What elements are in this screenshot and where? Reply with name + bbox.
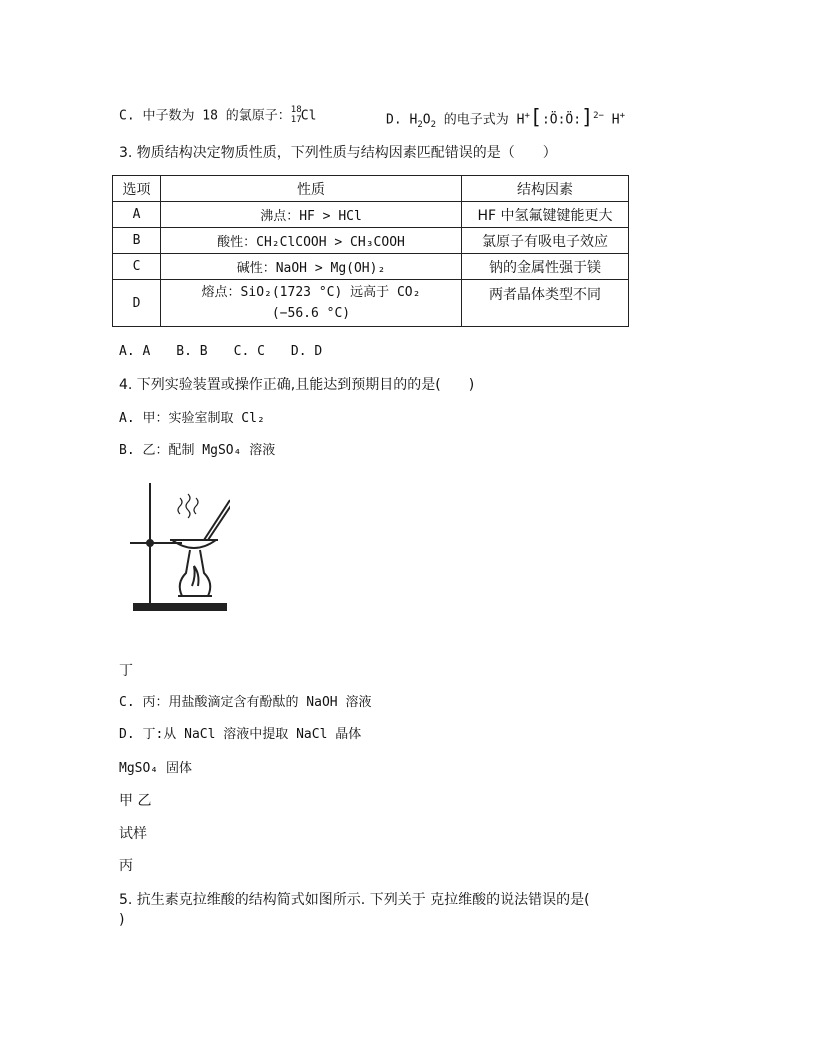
q2-option-d: D. $H_2O_2$ 的电子式为 H+[:Ö:Ö:]$^{2-}$ H+ — [386, 104, 626, 130]
header-cell: 结构因素 — [462, 176, 629, 202]
q4-option-d: D. 丁:从 NaCl 溶液中提取 NaCl 晶体 — [119, 727, 362, 742]
q4-option-b: B. 乙：配制 MgSO₄ 溶液 — [119, 443, 276, 458]
header-cell: 选项 — [113, 176, 161, 202]
label-jia-yi: 甲 乙 — [119, 793, 152, 809]
q4-option-a: A. 甲：实验室制取 Cl₂ — [119, 411, 265, 426]
table-row: B 酸性：CH₂ClCOOH > CH₃COOH 氯原子有吸电子效应 — [113, 228, 629, 254]
q2-option-c — [119, 106, 316, 127]
q4-option-c: C. 丙：用盐酸滴定含有酚酞的 NaOH 溶液 — [119, 695, 372, 710]
q3-table — [112, 175, 629, 327]
element-symbol: Cl — [300, 108, 317, 124]
evaporation-apparatus-figure — [120, 478, 230, 613]
label-ding: 丁 — [119, 663, 133, 679]
table-row: A 沸点：HF > HCl HF 中氢氟键键能更大 — [113, 202, 629, 228]
q5-question-line1: 5. 抗生素克拉维酸的结构简式如图所示. 下列关于 克拉维酸的说法错误的是( — [119, 892, 590, 908]
table-row: D 熔点：SiO₂(1723 °C) 远高于 CO₂ (−56.6 °C) 两者晶体类型不同 — [113, 280, 629, 327]
label-shiyang: 试样 — [119, 826, 147, 842]
table-row: C 碱性：NaOH > Mg(OH)₂ 钠的金属性强于镁 — [113, 254, 629, 280]
q4-question: 4. 下列实验装置或操作正确,且能达到预期目的的是( ) — [119, 377, 475, 393]
table-header-row — [113, 176, 629, 202]
q3-answers: A. A B. B C. C D. D — [119, 344, 323, 359]
q5-question-line2: ) — [119, 912, 125, 928]
electron-formula: :Ö:Ö: — [541, 112, 582, 128]
header-cell: 性质 — [161, 176, 462, 202]
isotope-notation: 18 17 — [290, 105, 302, 125]
label-bing: 丙 — [119, 858, 133, 874]
q3-question: 3. 物质结构决定物质性质，下列性质与结构因素匹配错误的是（ ） — [119, 145, 557, 161]
q2-option-c-text: C. 中子数为 18 的氯原子： — [119, 108, 291, 124]
label-mgso4: MgSO₄ 固体 — [119, 761, 192, 776]
